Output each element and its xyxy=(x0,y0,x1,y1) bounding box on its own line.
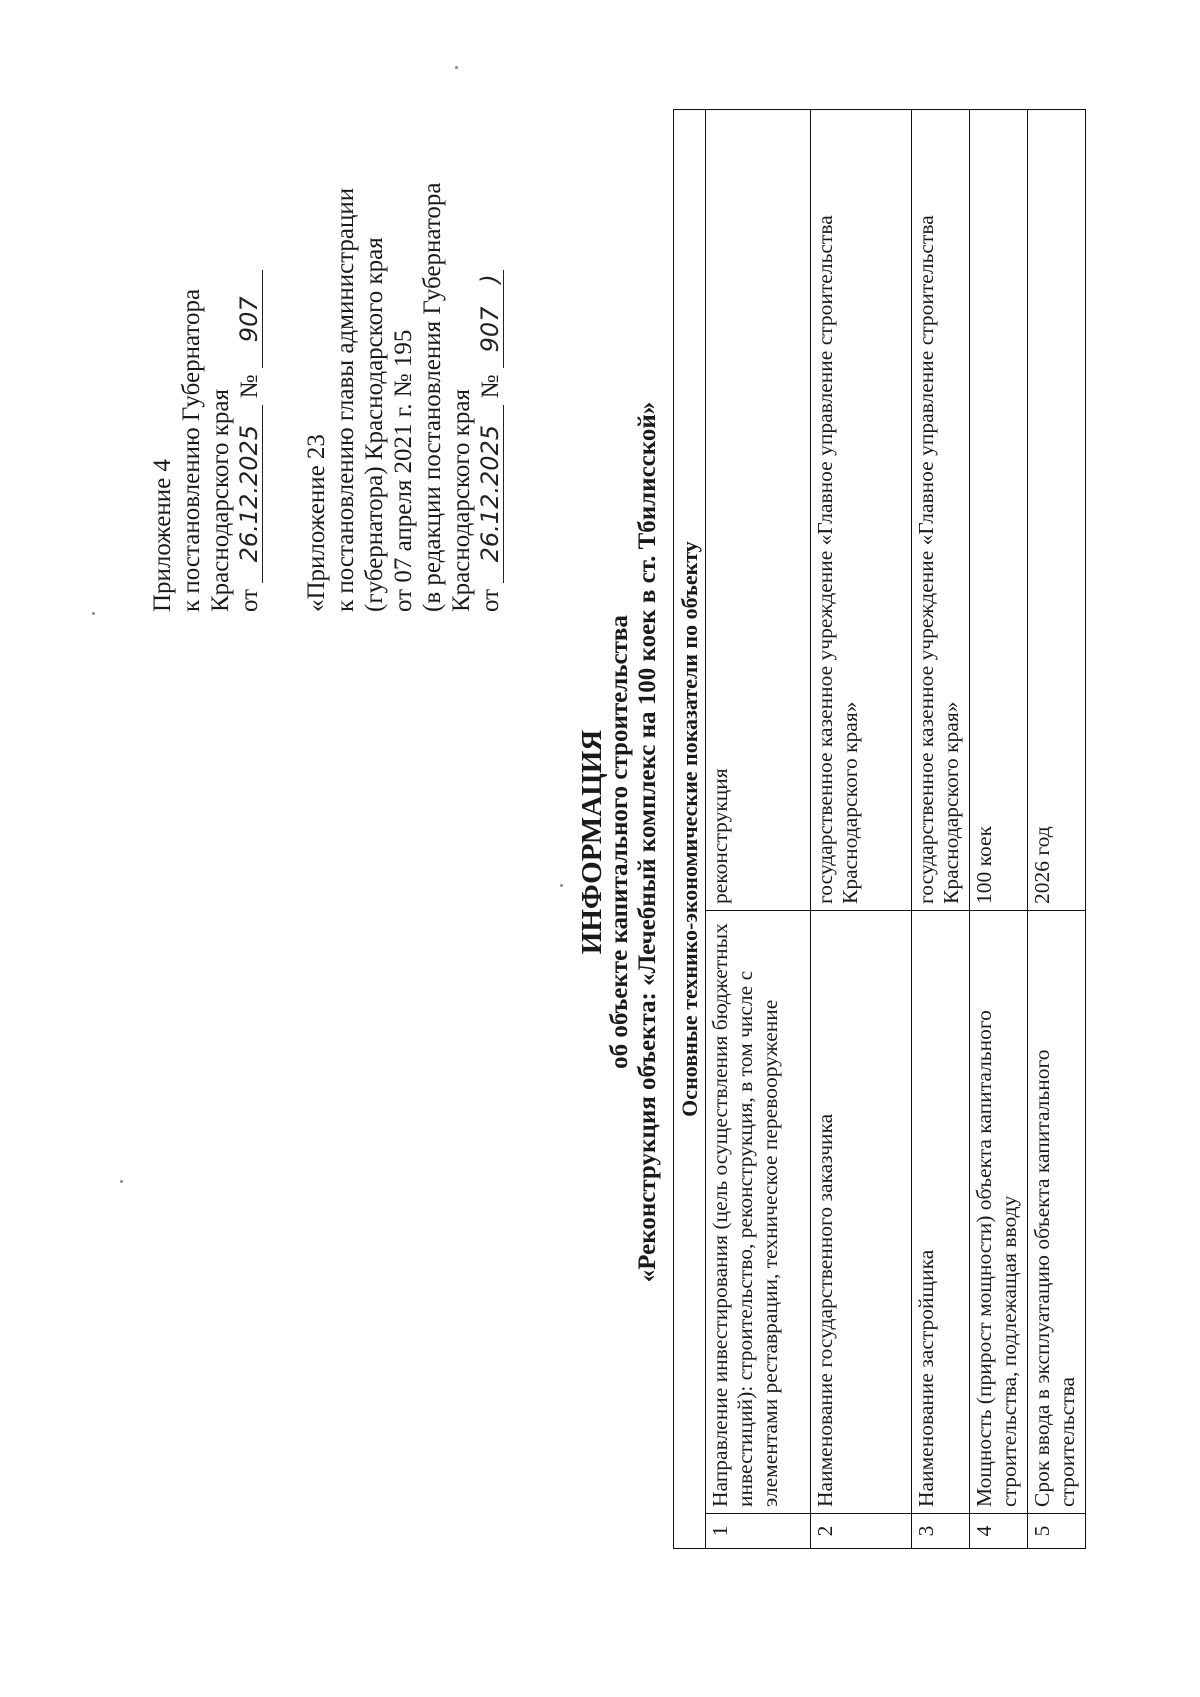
annex-original-block xyxy=(302,52,505,612)
handwritten-number xyxy=(477,270,504,368)
document-title: ИНФОРМАЦИЯ xyxy=(576,729,608,955)
row-label: Наименование государственного заказчика xyxy=(811,911,912,1514)
table-row xyxy=(706,110,811,1549)
row-value: 2026 год xyxy=(1028,110,1086,911)
row-label: Срок ввода в эксплуатацию объекта капитального строительства xyxy=(1028,911,1086,1514)
annex-current-line2: к постановлению Губернатора xyxy=(178,288,205,612)
row-number: 4 xyxy=(970,1514,1028,1549)
handwritten-date: 26.12.2025 xyxy=(477,405,504,583)
handwritten-number: 907 xyxy=(236,270,263,368)
row-value: государственное казенное учреждение «Главное управление строительства Краснодарского края» xyxy=(912,110,970,911)
row-label: Наименование застройщика xyxy=(912,911,970,1514)
annex-current-block xyxy=(148,132,264,612)
table-row xyxy=(970,110,1028,1549)
scan-speck xyxy=(455,66,458,69)
annex-original-line3: (губернатора) Краснодарского края xyxy=(361,237,388,612)
annex-original-line6: Краснодарского края xyxy=(448,389,475,612)
date-prefix: от xyxy=(477,588,504,612)
handwritten-date: 26.12.2025 xyxy=(236,405,263,583)
document-heading xyxy=(578,67,662,1617)
row-number: 1 xyxy=(706,1514,811,1549)
date-prefix: от xyxy=(236,588,263,612)
row-number: 5 xyxy=(1028,1514,1086,1549)
row-value: государственное казенное учреждение «Главное управление строительства Краснодарского края» xyxy=(811,110,912,911)
table-row xyxy=(912,110,970,1549)
closing-paren: ) xyxy=(476,274,504,284)
row-label: Направление инвестирования (цель осуществления бюджетных инвестиций): строительство, реконструкция, в том числе с элементами реставрации, техническое перевооружение xyxy=(706,911,811,1514)
document-subtitle: об объекте капитального строительства xyxy=(606,615,633,1069)
annex-current-date-line xyxy=(235,132,264,612)
object-name: «Реконструкция объекта: «Лечебный комплекс на 100 коек в ст. Тбилисской» xyxy=(634,401,661,1283)
scan-speck xyxy=(120,1180,123,1183)
row-value: реконструкция xyxy=(706,110,811,911)
table-row xyxy=(1028,110,1086,1549)
table-row xyxy=(811,110,912,1549)
scan-speck xyxy=(560,884,563,887)
number-sign: № xyxy=(477,374,504,399)
annex-original-line5: (в редакции постановления Губернатора xyxy=(419,182,446,612)
annex-original-title: «Приложение 23 xyxy=(303,434,330,612)
row-value: 100 коек xyxy=(970,110,1028,911)
row-label: Мощность (прирост мощности) объекта капитального строительства, подлежащая вводу xyxy=(970,911,1028,1514)
annex-current-title: Приложение 4 xyxy=(149,459,176,612)
annex-original-date-line xyxy=(476,52,505,612)
annex-original-line4: от 07 апреля 2021 г. № 195 xyxy=(390,329,417,612)
handwritten-number-value: 907 xyxy=(476,306,504,353)
table-header: Основные технико-экономические показатели по объекту xyxy=(674,110,706,1549)
indicators-table xyxy=(673,109,1086,1549)
scan-speck xyxy=(92,612,95,615)
annex-original-line2: к постановлению главы администрации xyxy=(332,187,359,612)
annex-current-line3: Краснодарского края xyxy=(207,389,234,612)
row-number: 3 xyxy=(912,1514,970,1549)
row-number: 2 xyxy=(811,1514,912,1549)
number-sign: № xyxy=(236,374,263,399)
